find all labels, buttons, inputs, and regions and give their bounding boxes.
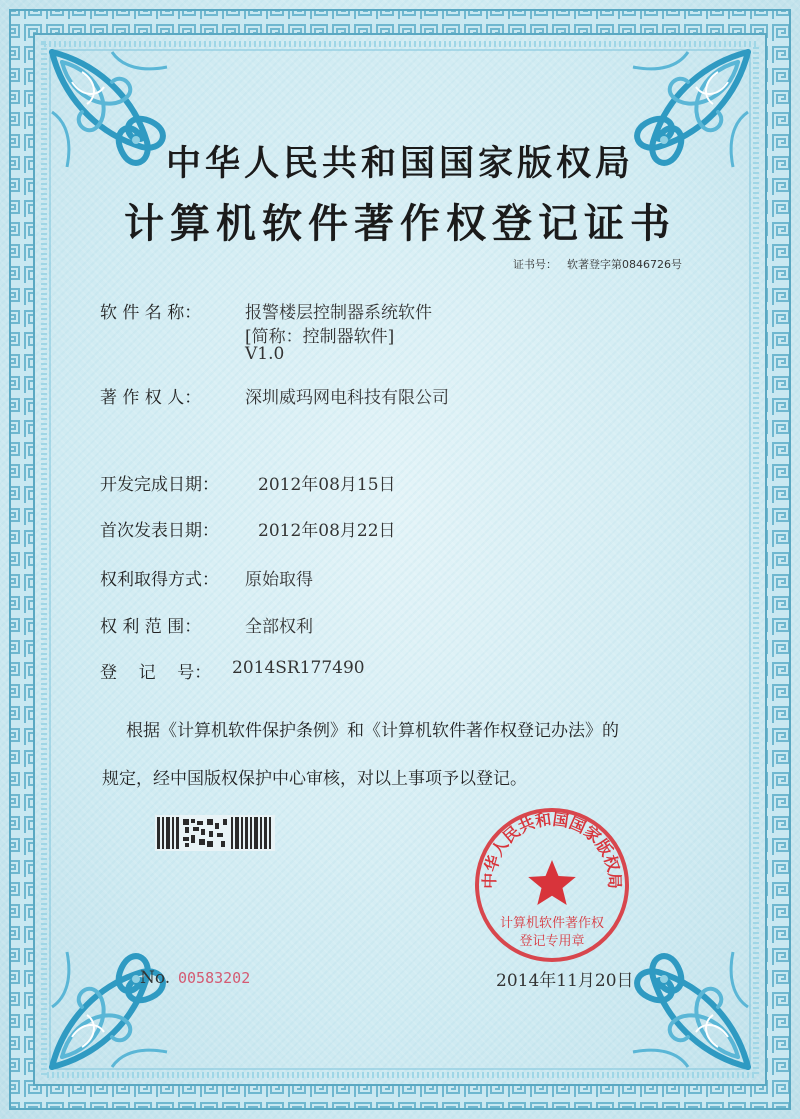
official-seal	[472, 805, 632, 965]
issuing-agency: 中华人民共和国国家版权局	[165, 143, 634, 184]
seal-line-1: 计算机软件著作权	[499, 916, 605, 931]
registration-number-value: 2014SR177490	[232, 658, 365, 678]
completion-date-value: 2012年08月15日	[258, 475, 396, 495]
software-version: V1.0	[245, 344, 285, 364]
qr-code-icon	[155, 815, 275, 851]
copyright-holder-label: 著 作 权 人：	[100, 388, 202, 408]
software-name-label: 软 件 名 称：	[100, 303, 202, 323]
certificate-number-value: 软著登字第0846726号	[567, 258, 682, 271]
certificate-number-label: 证书号：	[513, 258, 557, 271]
acquisition-method-label: 权利取得方式：	[100, 570, 219, 590]
registration-number-label: 登 记 号：	[100, 663, 212, 683]
serial-label: No.	[140, 968, 171, 988]
seal-line-2: 登记专用章	[519, 934, 585, 949]
serial-number: 00583202	[178, 969, 251, 987]
scope-value: 全部权利	[245, 617, 313, 637]
copyright-holder-value: 深圳威玛网电科技有限公司	[245, 388, 449, 408]
issue-date: 2014年11月20日	[496, 971, 634, 991]
seal-arc-text: 中华人民共和国国家版权局	[479, 809, 625, 889]
scope-label: 权 利 范 围：	[100, 617, 202, 637]
first-publication-date-label: 首次发表日期：	[100, 521, 219, 541]
first-publication-date-value: 2012年08月22日	[258, 521, 396, 541]
completion-date-label: 开发完成日期：	[100, 475, 219, 495]
acquisition-method-value: 原始取得	[245, 570, 313, 590]
statement-line-2: 规定，经中国版权保护中心审核，对以上事项予以登记。	[102, 769, 527, 789]
certificate-number	[513, 256, 682, 272]
software-name-value: 报警楼层控制器系统软件	[245, 303, 432, 323]
software-short-name: [简称：控制器软件]	[245, 327, 395, 347]
corner-ornament-bottom-right	[633, 952, 748, 1067]
statement-line-1: 根据《计算机软件保护条例》和《计算机软件著作权登记办法》的	[126, 721, 619, 741]
star-icon	[528, 860, 576, 905]
certificate-title: 计算机软件著作权登记证书	[124, 200, 676, 247]
